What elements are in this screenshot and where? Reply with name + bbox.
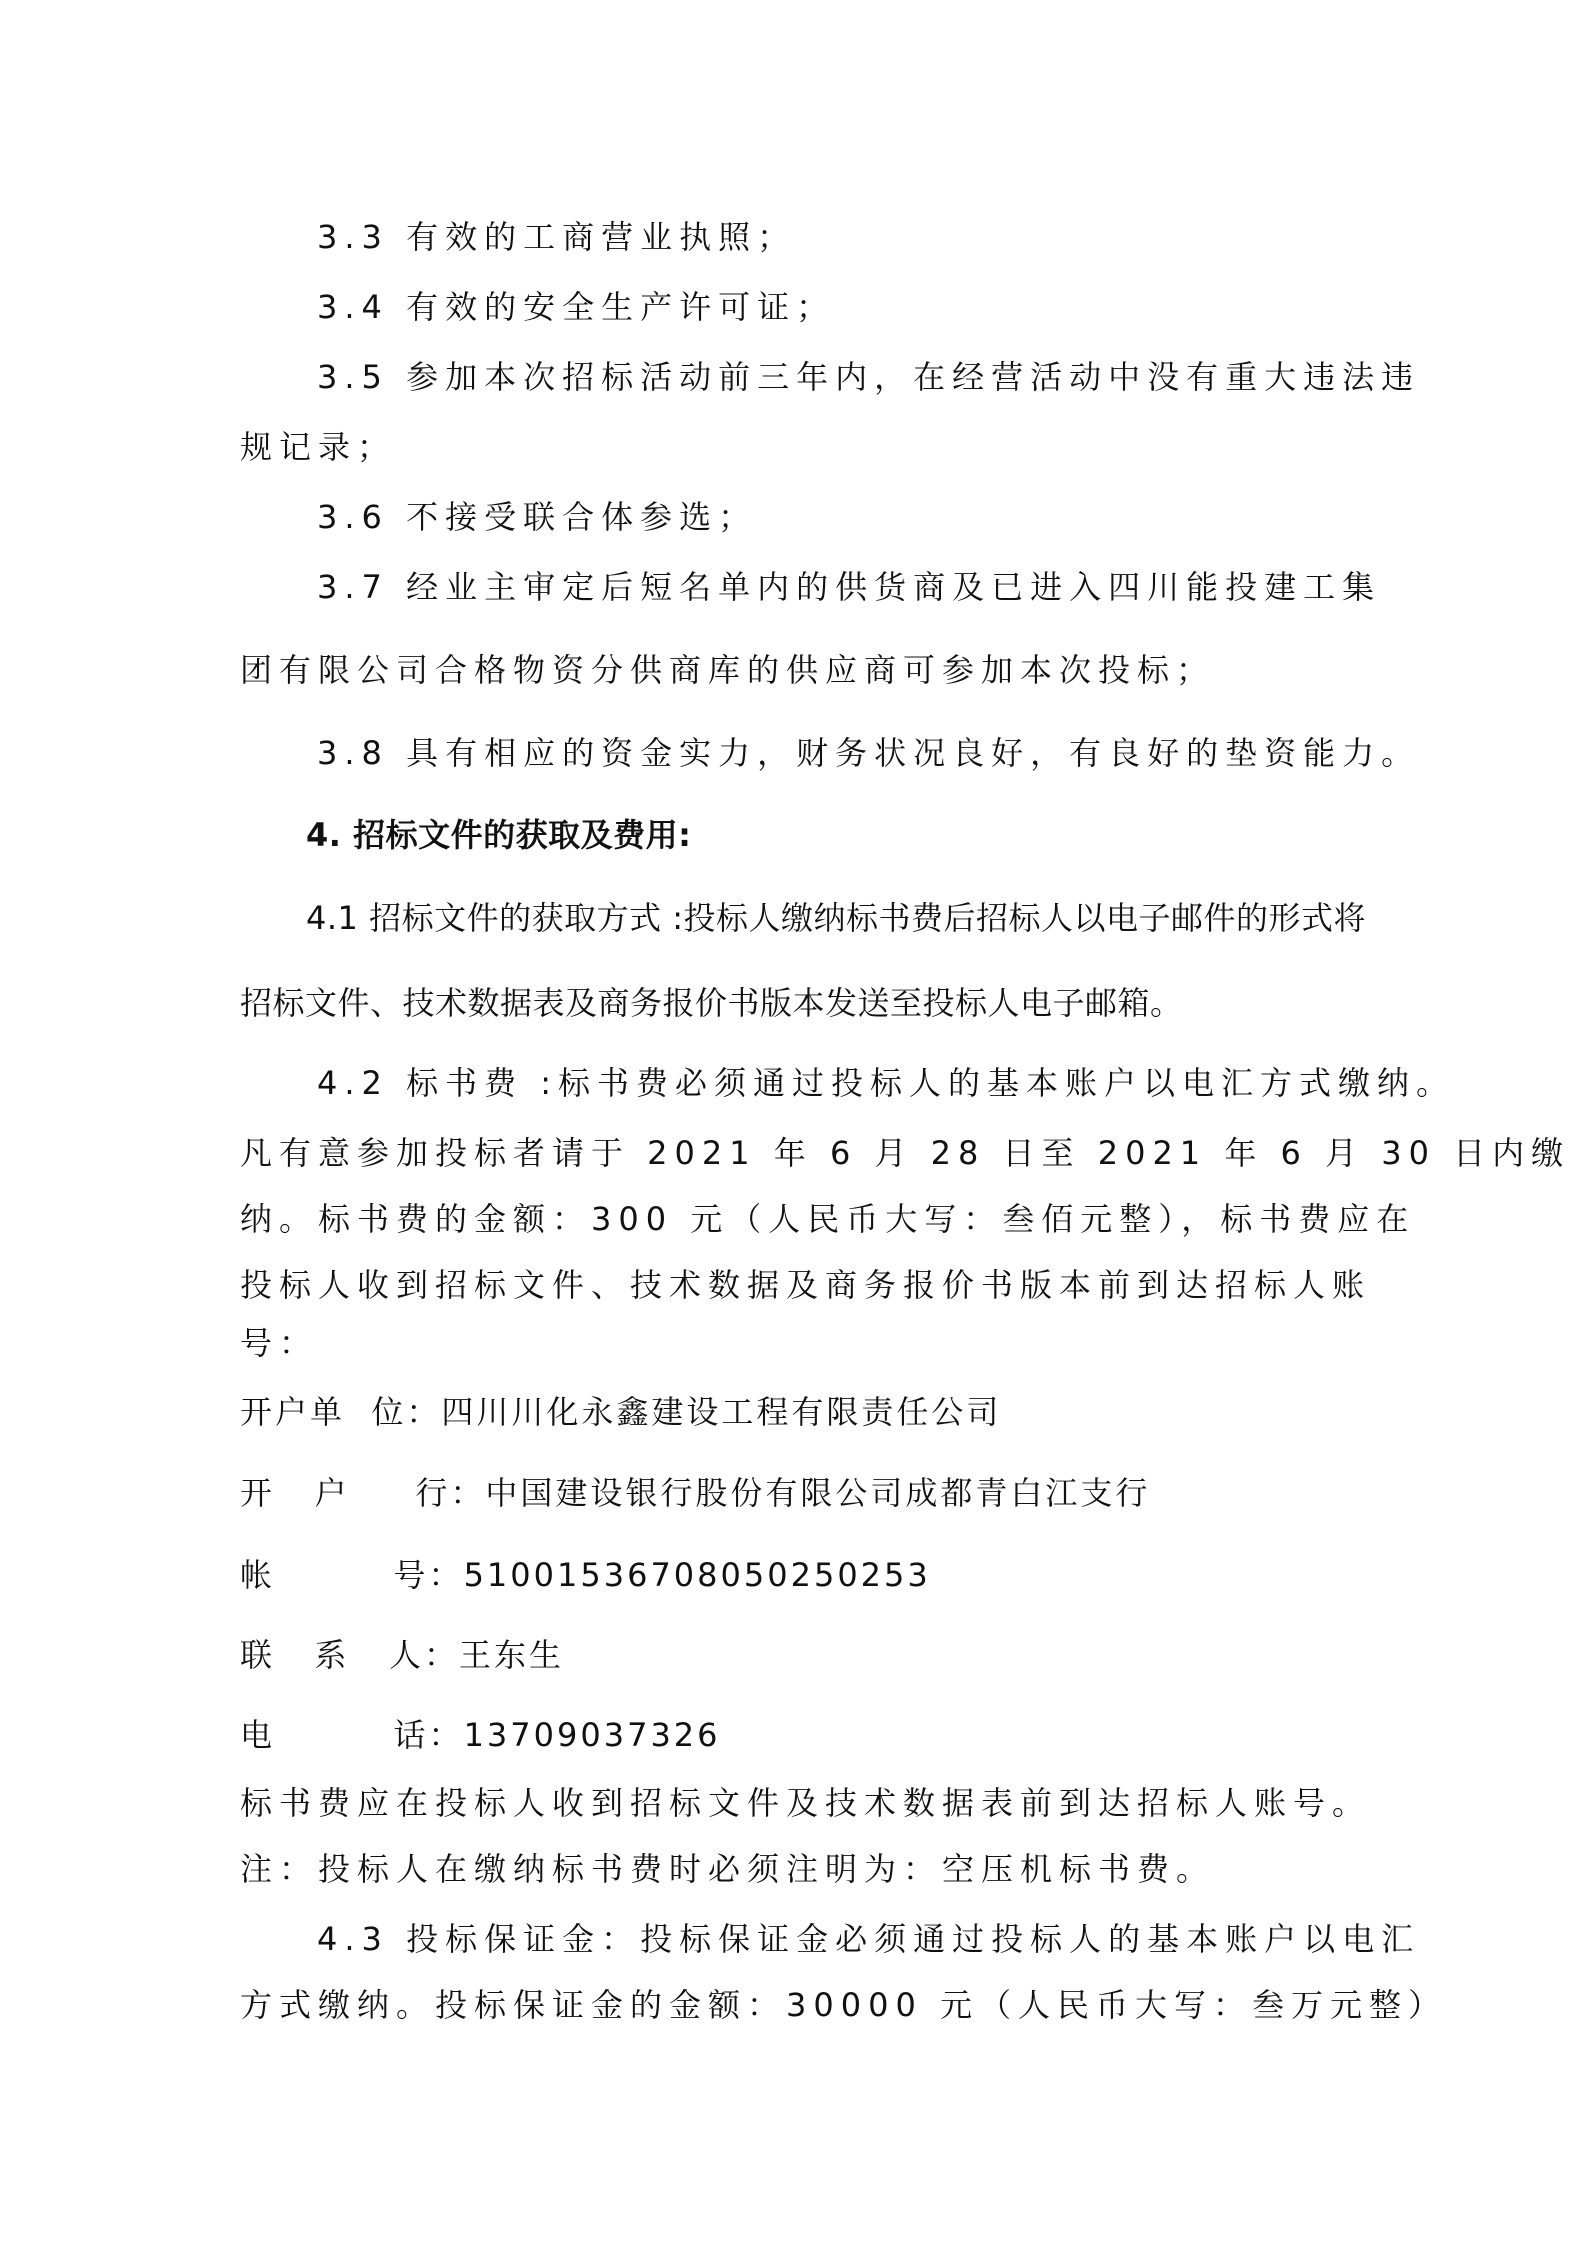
clause-3-3: 3.3 有效的工商营业执照； (317, 218, 797, 256)
account-contact (240, 1635, 564, 1675)
account-bank (240, 1473, 1150, 1513)
clause-4-2-line4: 投标人收到招标文件、技术数据及商务报价书版本前到达招标人账 (240, 1266, 1372, 1304)
clause-3-7-line1: 3.7 经业主审定后短名单内的供货商及已进入四川能投建工集 (317, 568, 1382, 606)
account-bank-value: 中国建设银行股份有限公司成都青白江支行 (485, 1474, 1151, 1512)
account-unit-label: 开户单 位： (240, 1393, 442, 1431)
clause-4-2-line3: 纳。标书费的金额：300 元（人民币大写：叁佰元整），标书费应在 (240, 1200, 1416, 1238)
clause-4-3-line2: 方式缴纳。投标保证金的金额：30000 元（人民币大写：叁万元整） (240, 1986, 1447, 2024)
clause-3-8: 3.8 具有相应的资金实力，财务状况良好，有良好的垫资能力。 (317, 734, 1421, 772)
clause-3-6: 3.6 不接受联合体参选； (317, 498, 758, 536)
account-phone (240, 1715, 721, 1755)
account-unit-value: 四川川化永鑫建设工程有限责任公司 (441, 1393, 1002, 1431)
clause-3-5-line1: 3.5 参加本次招标活动前三年内，在经营活动中没有重大违法违 (317, 358, 1421, 396)
account-phone-value: 13709037326 (463, 1716, 721, 1754)
clause-3-5-line2: 规记录； (240, 428, 397, 466)
account-number-label: 帐 号： (240, 1556, 464, 1594)
clause-4-2-line1: 4.2 标书费 :标书费必须通过投标人的基本账户以电汇方式缴纳。 (317, 1064, 1456, 1102)
clause-4-1-line1: 4.1 招标文件的获取方式 :投标人缴纳标书费后招标人以电子邮件的形式将 (306, 899, 1367, 937)
account-unit (240, 1392, 1001, 1432)
clause-3-4: 3.4 有效的安全生产许可证； (317, 288, 836, 326)
account-number-value: 51001536708050250253 (463, 1556, 931, 1594)
clause-4-1-line2: 招标文件、技术数据表及商务报价书版本发送至投标人电子邮箱。 (240, 984, 1183, 1022)
account-bank-label: 开 户 行： (240, 1474, 486, 1512)
fee-remark: 注：投标人在缴纳标书费时必须注明为：空压机标书费。 (240, 1850, 1216, 1888)
fee-note: 标书费应在投标人收到招标文件及技术数据表前到达招标人账号。 (240, 1784, 1372, 1822)
clause-4-2-line2: 凡有意参加投标者请于 2021 年 6 月 28 日至 2021 年 6 月 30 日内缴 (240, 1134, 1571, 1172)
account-contact-label: 联 系 人： (240, 1636, 460, 1674)
section-4-heading: 4. 招标文件的获取及费用: (306, 816, 692, 854)
clause-3-7-line2: 团有限公司合格物资分供商库的供应商可参加本次投标； (240, 651, 1216, 689)
account-number (240, 1555, 931, 1595)
clause-4-2-line5: 号： (240, 1324, 319, 1362)
account-phone-label: 电 话： (240, 1716, 464, 1754)
clause-4-3-line1: 4.3 投标保证金：投标保证金必须通过投标人的基本账户以电汇 (317, 1920, 1421, 1958)
account-contact-value: 王东生 (459, 1636, 565, 1674)
